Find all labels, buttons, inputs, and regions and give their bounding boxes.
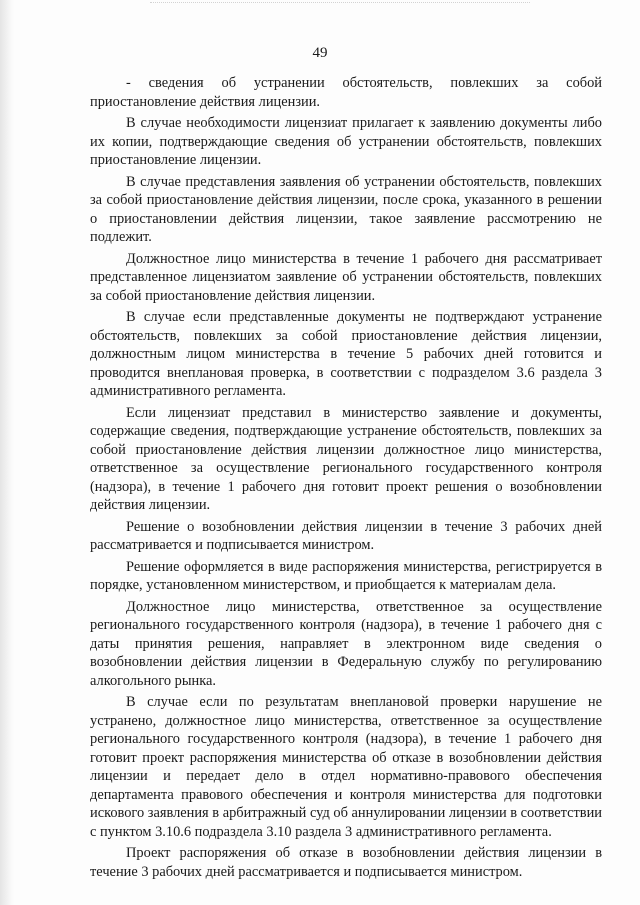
paragraph: - сведения об устранении обстоятельств, повлекших за собой приостановление действия лицензии. — [90, 75, 602, 110]
paragraph: Решение о возобновлении действия лицензии в течение 3 рабочих дней рассматривается и подписывается министром. — [90, 518, 602, 553]
document-body — [90, 74, 602, 884]
paragraph: Должностное лицо министерства в течение 1 рабочего дня рассматривает представленное лицензиатом заявление об устранении обстоятельств, повлекших за собой приостановление действия лицензии. — [90, 250, 602, 304]
paragraph: Если лицензиат представил в министерство заявление и документы, содержащие сведения, подтверждающие устранение обстоятельств, повлекших за собой приостановление действия лицензии должностное лицо министерства, ответственное за осуществление регионального государственного контроля (надзора), в течение 1 рабочего дня готовит проект решения о возобновлении действия лицензии. — [90, 404, 602, 513]
paragraph: Решение оформляется в виде распоряжения министерства, регистрируется в порядке, установленном министерством, и приобщается к материалам дела. — [90, 558, 602, 593]
paragraph: Должностное лицо министерства, ответственное за осуществление регионального государственного контроля (надзора), в течение 1 рабочего дня с даты принятия решения, направляет в электронном виде сведения о возобновлении действия лицензии в Федеральную службу по регулированию алкогольного рынка. — [90, 598, 602, 689]
scan-top-artifact — [150, 2, 530, 9]
scan-edge-shadow — [0, 0, 14, 905]
page-number: 49 — [312, 45, 328, 61]
paragraph: В случае представления заявления об устранении обстоятельств, повлекших за собой приостановление действия лицензии, после срока, указанного в решении о приостановлении действия лицензии, такое заявление рассмотрению не подлежит. — [90, 173, 602, 245]
paragraph: Проект распоряжения об отказе в возобновлении действия лицензии в течение 3 рабочих дней рассматривается и подписывается министром. — [90, 845, 602, 880]
paragraph: В случае необходимости лицензиат прилагает к заявлению документы либо их копии, подтверждающие сведения об устранении обстоятельств, повлекших приостановление лицензии. — [90, 115, 602, 168]
paragraph: В случае если представленные документы не подтверждают устранение обстоятельств, повлекших за собой приостановление действия лицензии, должностным лицом министерства в течение 5 рабочих дней готовится и проводится внеплановая проверка, в соответствии с подразделом 3.6 раздела 3 административного регламента. — [90, 309, 602, 399]
paragraph: В случае если по результатам внеплановой проверки нарушение не устранено, должностное лицо министерства, ответственное за осуществление регионального государственного контроля (надзора), в течение 1 рабочего дня готовит проект распоряжения министерства об отказе в возобновлении действия лицензии и передает дело в отдел нормативно-правового обеспечения департамента правового обеспечения и контроля министерства для подготовки искового заявления в арбитражный суд об аннулировании лицензии в соответствии с пунктом 3.10.6 подраздела 3.10 раздела 3 административного регламента. — [90, 694, 602, 840]
